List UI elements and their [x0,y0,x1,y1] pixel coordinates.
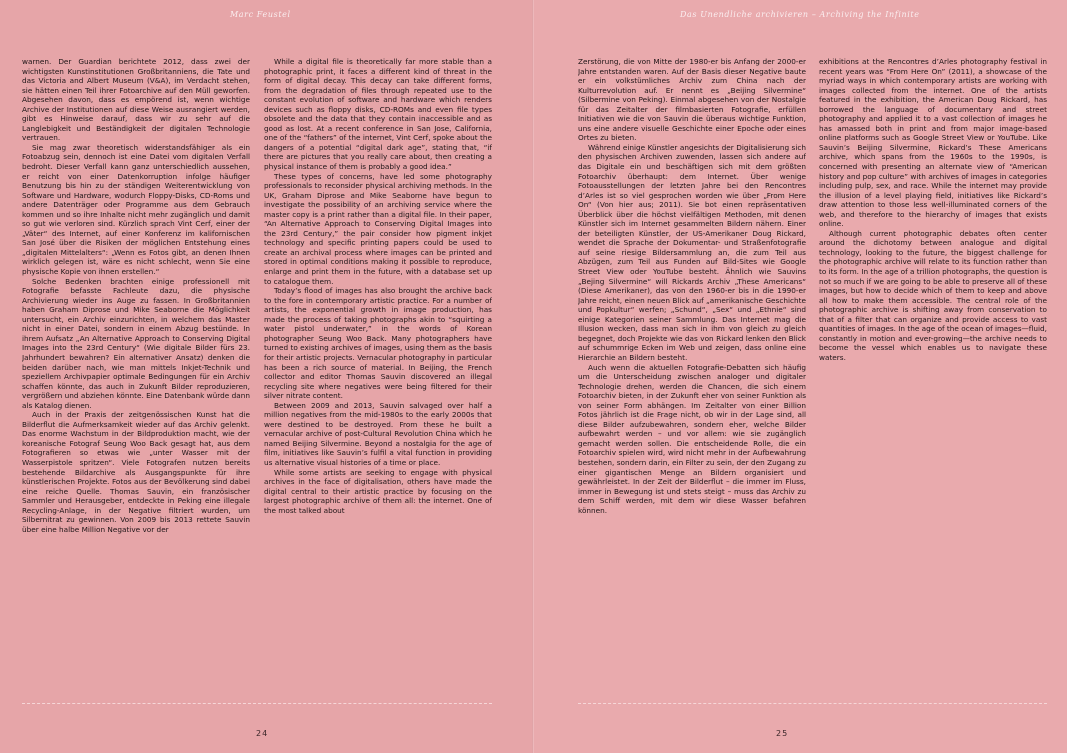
author-running-header: Marc Feustel [230,10,291,19]
paragraph: Auch in der Praxis der zeitgenössischen Kunst hat die Bilderflut die Aufmerksamkeit wieder auf das Archiv gelenkt. Das enorme Wachstum in der Bildproduktion macht, wie der koreanische Fotograf Seung Woo Back gesagt hat, aus dem Fotografieren so etwas wie „unter Wasser mit der Wasserpistole spritzen“. Viele Fotografen nutzen bereits bestehende Bildarchive als Ausgangspunkte für ihre künstlerischen Projekte. Fotos aus der Bevölkerung sind dabei eine reiche Quelle. Thomas Sauvin, ein französischer Sammler und Herausgeber, entdeckte in Peking eine illegale Recycling-Anlage, in der Negative filtriert wurden, um Silbernitrat zu gewinnen. Von 2009 bis 2013 rettete Sauvin über eine halbe Million Negative vor der [22,410,250,534]
paragraph: Zerstörung, die von Mitte der 1980-er bis Anfang der 2000-er Jahre entstanden waren. Auf der Basis dieser Negative baute er ein volkstümliches Archiv zum China nach der Kulturrevolution auf. Er nennt es „Beijing Silvermine“ (Silbermine von Peking). Einmal abgesehen von der Nostalgie für das Zeitalter der filmbasierten Fotografie, erfüllen Initiativen wie die von Sauvin die überaus wichtige Funktion, uns eine andere visuelle Geschichte einer Epoche oder eines Ortes zu bieten. [578,57,806,143]
footer-dashed-rule [22,703,492,704]
english-text-column [819,57,1047,685]
right-page [534,0,1067,753]
paragraph: Solche Bedenken brachten einige professionell mit Fotografie befasste Fachleute dazu, die physische Archivierung wieder ins Auge zu fassen. In Großbritannien haben Graham Diprose und Mike Seaborne die Möglichkeit untersucht, ein Archiv einzurichten, in welchem das Master nicht in einer Datei, sondern in einem Abzug bestünde. In ihrem Aufsatz „An Alternative Approach to Conserving Digital Images into the 23rd Century“ (Wie digitale Bilder fürs 23. Jahrhundert bewahren? Ein alternativer Ansatz) denken die beiden darüber nach, wie man mittels Inkjet-Technik und speziellem Archivpapier optimale Bedingungen für ein Archiv schaffen könnte, das auch in Zukunft Bilder reproduzieren, vergrößern und abziehen könnte. Eine Datenbank würde dann als Katalog dienen. [22,276,250,410]
paragraph: Sie mag zwar theoretisch widerstandsfähiger als ein Fotoabzug sein, dennoch ist eine Datei vom digitalen Verfall bedroht. Dieser Verfall kann ganz unterschiedlich aussehen, er reicht von einer Datenkorruption infolge häufiger Benutzung bis hin zu der ständigen Weiterentwicklung von Software und Hardware, wodurch Floppy-Disks, CD-Roms und andere Datenträger oder Programme aus dem Gebrauch kommen und so ihre Inhalte nicht mehr zugänglich und damit so gut wie verloren sind. Kürzlich sprach Vint Cerf, einer der „Väter“ des Internet, auf einer Konferenz im kalifornischen San José über die Risiken der möglichen Entstehung eines „digitalen Mittelalters“: „Wenn es Fotos gibt, an denen Ihnen wirklich gelegen ist, wäre es nicht schlecht, wenn Sie eine physische Kopie von ihnen erstellen.“ [22,142,250,277]
footer-dashed-rule [578,703,1047,704]
paragraph: Today’s flood of images has also brought the archive back to the fore in contemporary artistic practice. For a number of artists, the exponential growth in image production, has made the process of taking photographs akin to “squirting a water pistol underwater,” in the words of Korean photographer Seung Woo Back. Many photographers have turned to existing archives of images, using them as the basis for their artistic projects. Vernacular photography in particular has been a rich source of material. In Beijing, the French collector and editor Thomas Sauvin discovered an illegal recycling site where negatives were being filtered for their silver nitrate content. [264,286,492,401]
paragraph: While a digital file is theoretically far more stable than a photographic print, it faces a different kind of threat in the form of digital decay. This decay can take different forms, from the degradation of files through repeated use to the constant evolution of software and hardware which renders devices such as floppy disks, CD-ROMs and even file types obsolete and the data that they contain inaccessible and as good as lost. At a recent conference in San Jose, California, one of the “fathers” of the internet, Vint Cerf, spoke about the dangers of a potential “digital dark age”, stating that, “if there are pictures that you really care about, then creating a physical instance of them is probably a good idea.” [264,57,492,172]
paragraph: While some artists are seeking to engage with physical archives in the face of digitalisation, others have made the digital central to their artistic practice by focusing on the largest photographic archive of them all: the internet. One of the most talked about [264,467,492,515]
paragraph: Although current photographic debates often center around the dichotomy between analogue and digital technology, looking to the future, the biggest challenge for the photographic archive will relate to its function rather than to its form. In the age of a trillion photographs, the question is not so much if we are going to be able to preserve all of these images, but how to decide which of them to keep and above all how to make them accessible. The central role of the photographic archive is shifting away from conservation to that of a filter that can organize and provide access to vast quantities of images. In the age of the ocean of images—fluid, constantly in motion and ever-growing—the archive needs to become the vessel which enables us to navigate these waters. [819,228,1047,362]
page-number: 25 [776,729,789,738]
paragraph: warnen. Der Guardian berichtete 2012, dass zwei der wichtigsten Kunstinstitutionen Großbritanniens, die Tate und das Victoria and Albert Museum (V&A), im Verdacht stehen, sie hätten einen Teil ihrer Fotoarchive auf den Müll geworfen. Abgesehen davon, dass es empörend ist, wenn wichtige Archive der Institutionen auf diese Weise ausrangiert werden, gibt es Hinweise darauf, dass wir zu sehr auf die Langlebigkeit und Beständigkeit der digitalen Technologie vertrauen. [22,57,250,143]
english-text-column [264,57,492,685]
paragraph: Während einige Künstler angesichts der Digitalisierung sich den physischen Archiven zuwenden, lassen sich andere auf das Digitale ein und beschäftigen sich mit dem größten Fotoarchiv überhaupt: dem Internet. Über wenige Fotoausstellungen der letzten Jahre bei den Rencontres d’Arles ist so viel gesprochen worden wie über „From Here On“ (Von hier aus; 2011). Sie bot einen repräsentativen Überblick über die höchst vielfältigen Methoden, mit denen Künstler sich im Internet gesammelten Bildern nähern. Einer der beteiligten Künstler, der US-Amerikaner Doug Rickard, wendet die Sprache der Dokumentar- und Straßenfotografie auf seine riesige Bildersammlung an, die zum Teil aus Abzügen, zum Teil aus Funden auf Bild-Sites wie Google Street View oder YouTube besteht. Ähnlich wie Sauvins „Bejing Silvermine“ will Rickards Archiv „These Americans“ (Diese Amerikaner), das von den 1960-er bis in die 1990-er Jahre reicht, einen neuen Blick auf „amerikanische Geschichte und Popkultur“ werfen; „Schund“, „Sex“ und „Ethnie“ sind einige Kategorien seiner Sammlung. Das Internet mag die Illusion wecken, dass man sich in ihm von gleich zu gleich begegnet, doch Projekte wie das von Rickard lenken den Blick auf schummrige Ecken im Web und zeigen, dass online eine Hierarchie an Bildern besteht. [578,142,806,362]
paragraph: Auch wenn die aktuellen Fotografie-Debatten sich häufig um die Unterscheidung zwischen analoger und digitaler Technologie drehen, werden die Chancen, die sich einem Fotoarchiv bieten, in der Zukunft eher von seiner Funktion als von seiner Form abhängen. Im Zeitalter von einer Billion Fotos jährlich ist die Frage nicht, ob wir in der Lage sind, all diese Bilder aufzubewahren, sondern eher, welche Bilder aufbewahrt werden – und vor allem: wie sie zugänglich gemacht werden sollen. Die entscheidende Rolle, die ein Fotoarchiv spielen wird, wird nicht mehr in der Aufbewahrung bestehen, sondern darin, ein Filter zu sein, der den Zugang zu einer gigantischen Menge an Bildern organisiert und gewährleistet. In der Zeit der Bilderflut – die immer im Fluss, immer in Bewegung ist und stets steigt – muss das Archiv zu dem Schiff werden, mit dem wir diese Wasser befahren können. [578,362,806,515]
german-text-column [22,57,250,685]
paragraph: Between 2009 and 2013, Sauvin salvaged over half a million negatives from the mid-1980s to the early 2000s that were destined to be destroyed. From these he built a vernacular archive of post-Cultural Revolution China which he named Beijing Silvermine. Beyond a nostalgia for the age of film, initiatives like Sauvin’s fulfil a vital function in providing us alternative visual histories of a time or place. [264,400,492,467]
left-page [0,0,533,753]
title-running-header: Das Unendliche archivieren – Archiving the Infinite [680,10,920,19]
page-number: 24 [256,729,269,738]
german-text-column [578,57,806,685]
paragraph: exhibitions at the Rencontres d’Arles photography festival in recent years was “From Here On” (2011), a showcase of the myriad ways in which contemporary artists are working with images collected from the internet. One of the artists featured in the exhibition, the American Doug Rickard, has borrowed the language of documentary and street photography and applied it to a vast collection of images he has amassed both in print and from major image-based online platforms such as Google Street View or YouTube. Like Sauvin’s Beijing Silvermine, Rickard’s These Americans archive, which spans from the 1960s to the 1990s, is concerned with presenting an alternate view of “American history and pop culture” with archives of images in categories including pulp, sex, and race. While the internet may provide the illusion of a level playing field, initiatives like Rickard’s draw attention to those less well-illuminated corners of the web, and therefore to the hierarchy of images that exists online. [819,57,1047,229]
paragraph: These types of concerns, have led some photography professionals to reconsider physical archiving methods. In the UK, Graham Diprose and Mike Seaborne have begun to investigate the possibility of an archiving service where the master copy is a print rather than a digital file. In their paper, “An Alternative Approach to Conserving Digital Images into the 23rd Century,” the pair consider how pigment inkjet technology and specific printing papers could be used to create an archival process where images can be printed and stored in optimal conditions making it possible to reproduce, enlarge and print them in the future, with a database set up to catalogue them. [264,171,492,286]
